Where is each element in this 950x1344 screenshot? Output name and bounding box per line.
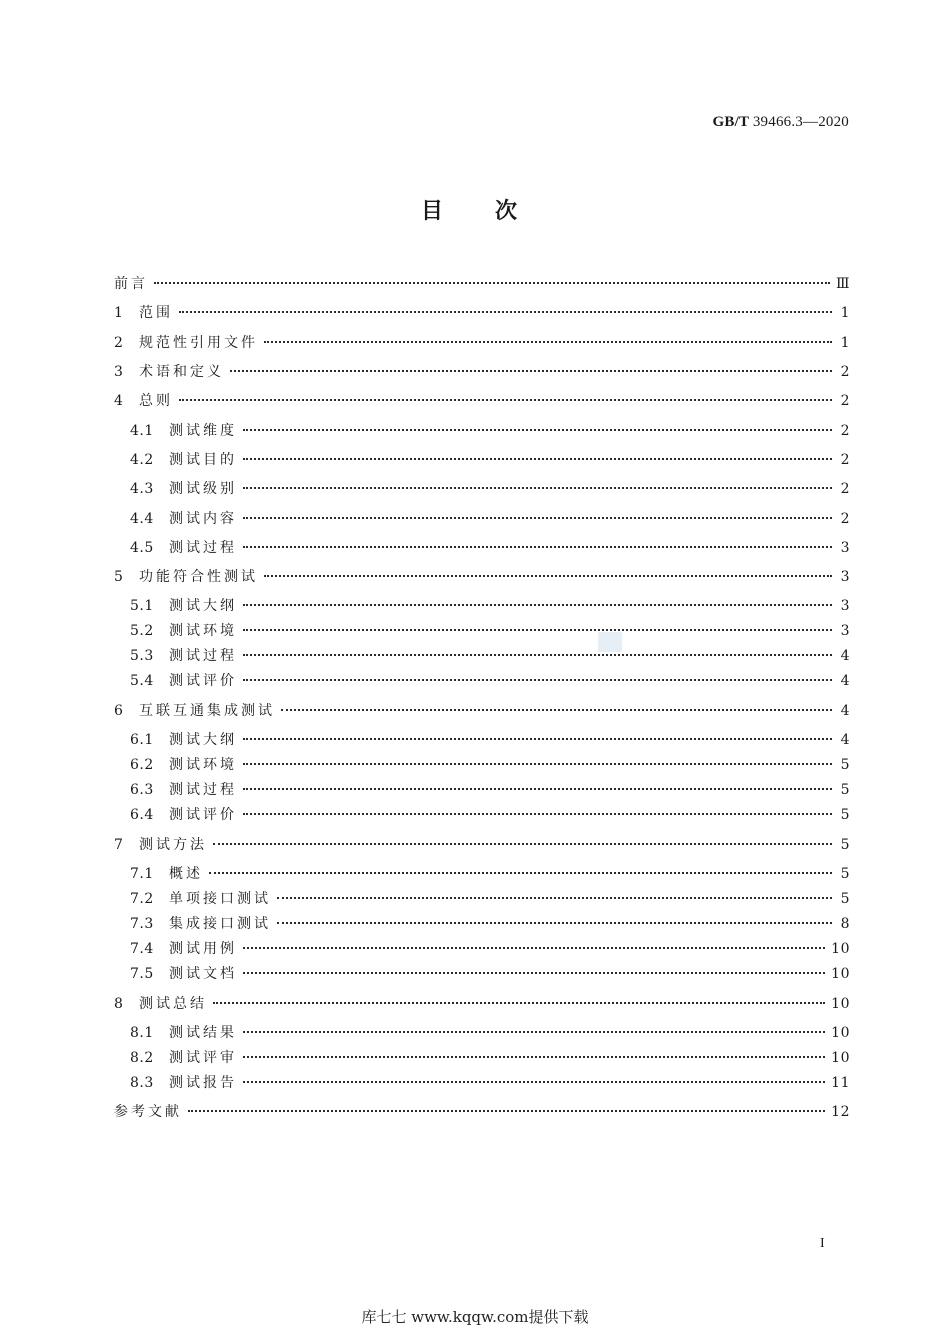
toc-entry-label: 测试文档 xyxy=(169,966,237,982)
toc-entry-page: 2 xyxy=(840,393,850,409)
toc-entry-label: 测试大纲 xyxy=(169,732,237,748)
toc-dot-leader xyxy=(243,679,832,681)
toc-entry-page: Ⅲ xyxy=(835,276,850,292)
toc-entry-label: 测试过程 xyxy=(169,648,237,664)
toc-dot-leader xyxy=(179,399,832,401)
toc-entry-label: 测试用例 xyxy=(169,941,237,957)
toc-entry[interactable] xyxy=(114,1102,850,1122)
toc-dot-leader xyxy=(243,947,825,949)
toc-entry-label: 测试评价 xyxy=(169,673,237,689)
toc-entry-page: 2 xyxy=(840,452,850,468)
toc-entry[interactable] xyxy=(130,1048,850,1068)
toc-entry-number: 7 xyxy=(114,837,124,853)
toc-entry-page: 4 xyxy=(840,703,850,719)
toc-entry[interactable] xyxy=(130,646,850,666)
toc-entry-number: 6.4 xyxy=(130,807,154,823)
toc-entry[interactable] xyxy=(130,1073,850,1093)
toc-entry-number: 4.4 xyxy=(130,511,154,527)
toc-dot-leader xyxy=(243,763,832,765)
toc-entry-label: 测试级别 xyxy=(169,481,237,497)
toc-entry-number: 5.4 xyxy=(130,673,154,689)
toc-entry[interactable] xyxy=(130,596,850,616)
toc-entry-label: 互联互通集成测试 xyxy=(139,703,275,719)
toc-entry-number: 5 xyxy=(114,569,124,585)
toc-entry-page: 10 xyxy=(831,966,850,982)
toc-entry-number: 3 xyxy=(114,364,124,380)
toc-entry-number: 4.3 xyxy=(130,481,154,497)
toc-entry[interactable] xyxy=(130,421,850,441)
toc-dot-leader xyxy=(243,546,832,548)
toc-entry-page: 4 xyxy=(840,732,850,748)
toc-dot-leader xyxy=(243,1031,825,1033)
toc-entry-page: 11 xyxy=(831,1075,850,1091)
toc-entry-number: 5.2 xyxy=(130,623,154,639)
toc-dot-leader xyxy=(243,1056,825,1058)
toc-entry-label: 测试环境 xyxy=(169,757,237,773)
toc-entry-label: 前言 xyxy=(114,276,148,292)
toc-entry[interactable] xyxy=(114,391,850,411)
toc-entry-label: 测试结果 xyxy=(169,1025,237,1041)
toc-entry[interactable] xyxy=(130,621,850,641)
toc-entry-number: 6.2 xyxy=(130,757,154,773)
toc-dot-leader xyxy=(264,575,832,577)
toc-entry-number: 1 xyxy=(114,305,124,321)
toc-dot-leader xyxy=(243,517,832,519)
toc-entry-page: 5 xyxy=(840,782,850,798)
toc-dot-leader xyxy=(188,1110,825,1112)
toc-dot-leader xyxy=(243,788,832,790)
toc-entry-label: 测试维度 xyxy=(169,423,237,439)
toc-entry-number: 7.2 xyxy=(130,891,154,907)
toc-entry[interactable] xyxy=(130,479,850,499)
toc-entry-label: 范围 xyxy=(139,305,173,321)
toc-entry-number: 8.1 xyxy=(130,1025,154,1041)
toc-entry[interactable] xyxy=(130,864,850,884)
toc-entry-label: 参考文献 xyxy=(114,1104,182,1120)
toc-entry[interactable] xyxy=(130,450,850,470)
toc-entry[interactable] xyxy=(130,1023,850,1043)
toc-dot-leader xyxy=(281,709,832,711)
toc-dot-leader xyxy=(213,843,832,845)
watermark-mark xyxy=(598,632,622,652)
toc-entry[interactable] xyxy=(130,914,850,934)
toc-entry-page: 3 xyxy=(840,569,850,585)
toc-entry-number: 6.1 xyxy=(130,732,154,748)
toc-entry-page: 5 xyxy=(840,757,850,773)
toc-entry-page: 2 xyxy=(840,481,850,497)
toc-entry-page: 12 xyxy=(831,1104,850,1120)
toc-entry-label: 测试环境 xyxy=(169,623,237,639)
toc-entry-label: 测试评审 xyxy=(169,1050,237,1066)
toc-entry-number: 6 xyxy=(114,703,124,719)
toc-entry-page: 10 xyxy=(831,1050,850,1066)
toc-entry-page: 3 xyxy=(840,598,850,614)
toc-dot-leader xyxy=(243,654,832,656)
toc-entry-number: 8.3 xyxy=(130,1075,154,1091)
toc-entry-page: 10 xyxy=(831,996,850,1012)
toc-entry[interactable] xyxy=(114,303,850,323)
toc-dot-leader xyxy=(277,922,832,924)
toc-dot-leader xyxy=(154,282,830,284)
toc-entry-label: 测试报告 xyxy=(169,1075,237,1091)
toc-entry-page: 4 xyxy=(840,673,850,689)
toc-dot-leader xyxy=(230,370,832,372)
toc-entry-label: 测试总结 xyxy=(139,996,207,1012)
toc-dot-leader xyxy=(243,738,832,740)
toc-dot-leader xyxy=(243,458,832,460)
toc-entry-page: 2 xyxy=(840,511,850,527)
toc-entry-number: 7.1 xyxy=(130,866,154,882)
toc-dot-leader xyxy=(243,813,832,815)
toc-entry-label: 概述 xyxy=(169,866,203,882)
toc-entry[interactable] xyxy=(114,835,850,855)
toc-entry-label: 测试过程 xyxy=(169,540,237,556)
toc-entry-number: 6.3 xyxy=(130,782,154,798)
toc-entry[interactable] xyxy=(114,333,850,353)
toc-title: 目次 xyxy=(420,199,569,224)
toc-entry-page: 3 xyxy=(840,540,850,556)
toc-entry[interactable] xyxy=(114,994,850,1014)
toc-entry-number: 5.1 xyxy=(130,598,154,614)
toc-dot-leader xyxy=(209,872,832,874)
toc-entry-number: 7.3 xyxy=(130,916,154,932)
toc-entry[interactable] xyxy=(130,671,850,691)
toc-entry-page: 10 xyxy=(831,1025,850,1041)
toc-entry-label: 功能符合性测试 xyxy=(139,569,258,585)
toc-entry-label: 测试内容 xyxy=(169,511,237,527)
toc-entry-page: 3 xyxy=(840,623,850,639)
toc-entry-label: 测试目的 xyxy=(169,452,237,468)
toc-entry-label: 测试过程 xyxy=(169,782,237,798)
toc-entry-label: 测试评价 xyxy=(169,807,237,823)
toc-entry-page: 5 xyxy=(840,807,850,823)
toc-entry-number: 8 xyxy=(114,996,124,1012)
toc-entry-number: 4 xyxy=(114,393,124,409)
toc-dot-leader xyxy=(243,604,832,606)
toc-entry-page: 5 xyxy=(840,891,850,907)
toc-entry[interactable] xyxy=(114,274,850,294)
toc-entry-number: 8.2 xyxy=(130,1050,154,1066)
page-number: I xyxy=(820,1236,825,1251)
toc-entry-number: 5.3 xyxy=(130,648,154,664)
toc-entry-page: 1 xyxy=(840,335,850,351)
toc-entry[interactable] xyxy=(130,538,850,558)
standard-prefix: GB/T xyxy=(712,114,749,130)
toc-entry-page: 2 xyxy=(840,364,850,380)
toc-dot-leader xyxy=(179,311,832,313)
toc-entry[interactable] xyxy=(114,567,850,587)
toc-entry-number: 2 xyxy=(114,335,124,351)
toc-dot-leader xyxy=(277,897,832,899)
toc-entry-number: 4.5 xyxy=(130,540,154,556)
toc-entry[interactable] xyxy=(130,939,850,959)
toc-dot-leader xyxy=(243,429,832,431)
toc-entry[interactable] xyxy=(130,964,850,984)
toc-entry[interactable] xyxy=(130,730,850,750)
toc-entry-page: 8 xyxy=(840,916,850,932)
toc-entry-label: 集成接口测试 xyxy=(169,916,271,932)
toc-entry-page: 5 xyxy=(840,837,850,853)
toc-entry[interactable] xyxy=(130,509,850,529)
toc-entry-page: 2 xyxy=(840,423,850,439)
toc-entry-number: 4.1 xyxy=(130,423,154,439)
toc-entry-page: 5 xyxy=(840,866,850,882)
toc-dot-leader xyxy=(243,487,832,489)
toc-entry[interactable] xyxy=(114,701,850,721)
toc-dot-leader xyxy=(243,629,832,631)
toc-entry[interactable] xyxy=(130,805,850,825)
toc-entry[interactable] xyxy=(114,362,850,382)
toc-entry-label: 术语和定义 xyxy=(139,364,224,380)
toc-entry-label: 测试方法 xyxy=(139,837,207,853)
toc-entry-page: 4 xyxy=(840,648,850,664)
toc-entry[interactable] xyxy=(130,780,850,800)
toc-dot-leader xyxy=(243,972,825,974)
download-footer: 库七七 www.kqqw.com提供下载 xyxy=(361,1308,589,1326)
toc-entry-page: 1 xyxy=(840,305,850,321)
toc-dot-leader xyxy=(264,341,832,343)
toc-dot-leader xyxy=(213,1002,825,1004)
toc-entry-label: 总则 xyxy=(139,393,173,409)
standard-number: 39466.3—2020 xyxy=(752,114,849,130)
toc-dot-leader xyxy=(243,1081,825,1083)
toc-entry[interactable] xyxy=(130,755,850,775)
toc-entry-label: 单项接口测试 xyxy=(169,891,271,907)
toc-entry[interactable] xyxy=(130,889,850,909)
toc-entry-number: 7.5 xyxy=(130,966,154,982)
toc-entry-label: 测试大纲 xyxy=(169,598,237,614)
toc-entry-number: 4.2 xyxy=(130,452,154,468)
toc-entry-label: 规范性引用文件 xyxy=(139,335,258,351)
toc-entry-number: 7.4 xyxy=(130,941,154,957)
toc-entry-page: 10 xyxy=(831,941,850,957)
